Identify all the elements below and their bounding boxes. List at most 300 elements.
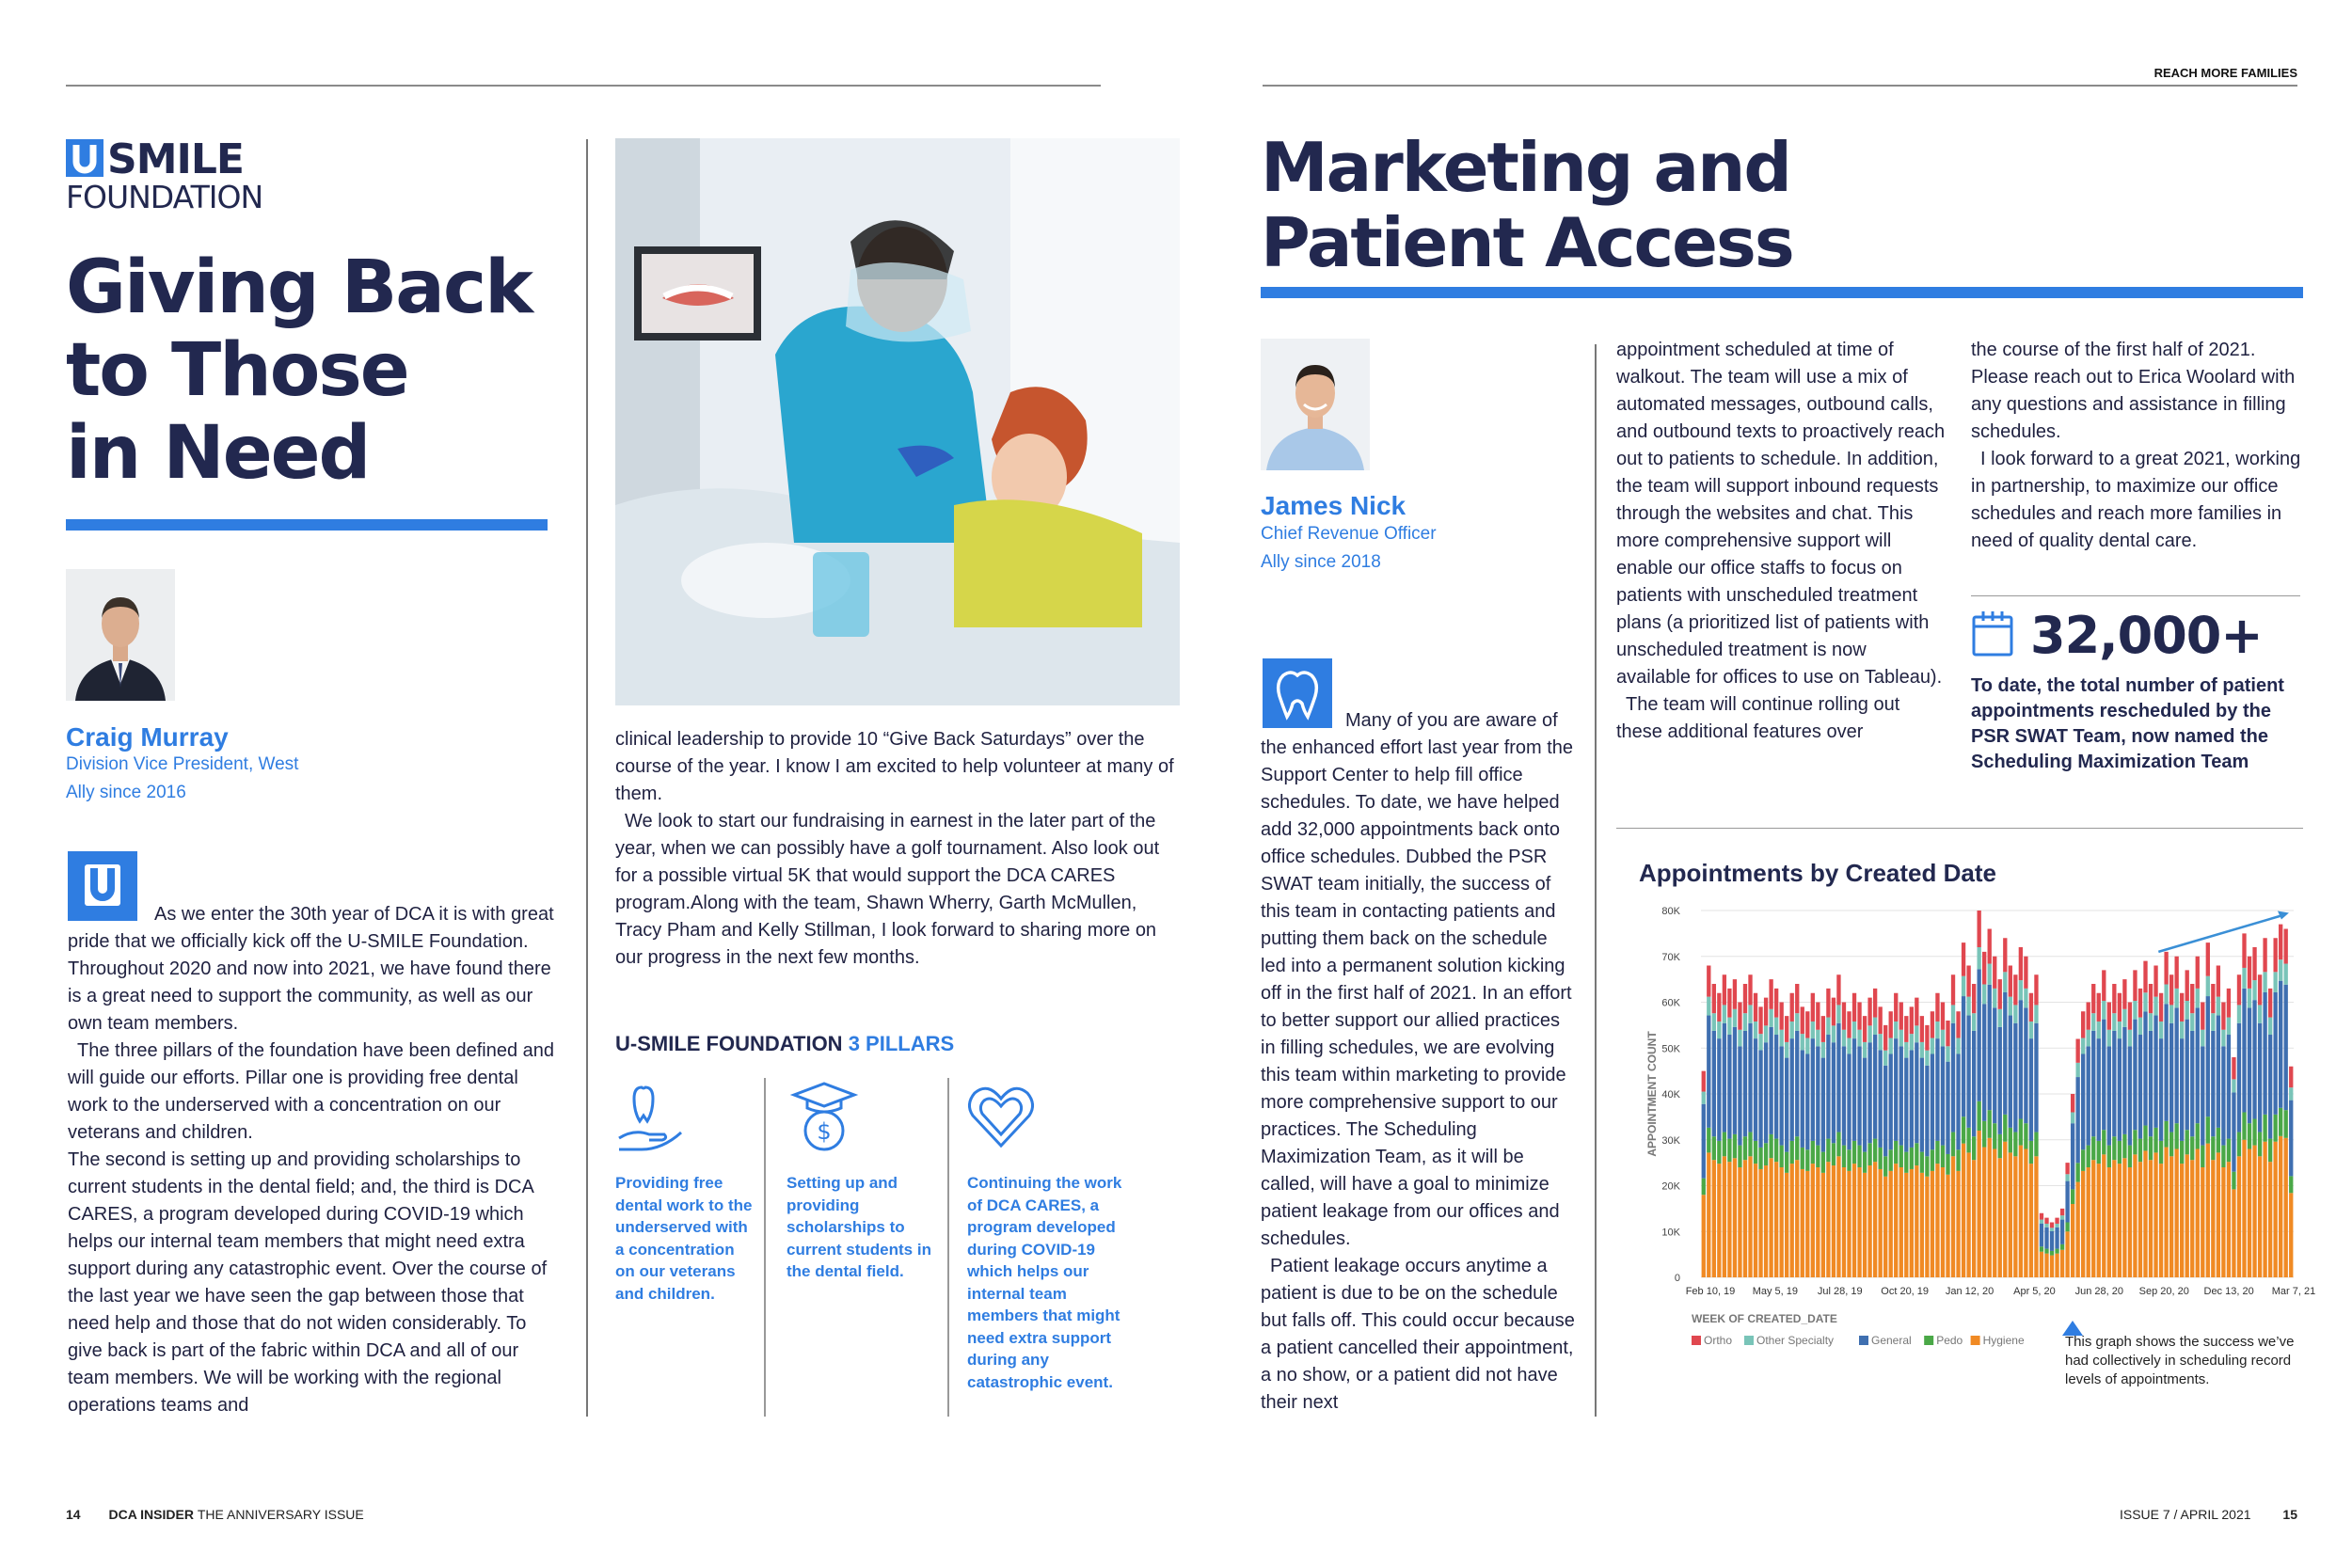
- bar-segment-hygiene: [1733, 1158, 1737, 1277]
- bar-segment-other-specialty: [1925, 1051, 1929, 1066]
- bar-segment-ortho: [1743, 984, 1747, 1013]
- bar-segment-pedo: [2169, 1132, 2173, 1157]
- right-col1: [1261, 707, 1576, 1417]
- heart-icon: [963, 1080, 1039, 1155]
- left-col2: [615, 726, 1180, 972]
- right-col3: [1971, 337, 2305, 555]
- left-footer: [66, 1507, 364, 1522]
- paragraph: The second is setting up and providing scholarships to current students in the dental field; and, the third is DCA CARES, a program developed during COVID-19 which helps our internal team members that might need extra support during any catastrophic event. Over the course of the last year we have seen the gap between those that need help and those that do not widen considerably. To give back is part of the fabric within DCA and all of our team members. We will be working with the regional operations teams and: [68, 1149, 548, 1416]
- bar-segment-other-specialty: [1707, 997, 1710, 1016]
- bar-segment-hygiene: [1915, 1165, 1918, 1277]
- bar-segment-ortho: [2211, 984, 2215, 1013]
- bar-segment-ortho: [2102, 970, 2106, 1001]
- bar-segment-general: [2003, 992, 2007, 1115]
- bar-segment-ortho: [2284, 929, 2288, 964]
- bar-segment-other-specialty: [2169, 1005, 2173, 1022]
- calendar-icon: [1971, 610, 2014, 658]
- bar-segment-general: [2097, 1038, 2101, 1141]
- graduation-coin-icon: [787, 1080, 862, 1155]
- bar-segment-other-specialty: [1920, 1042, 1924, 1058]
- bar-segment-general: [2091, 1031, 2095, 1136]
- bar-segment-other-specialty: [1988, 964, 1992, 985]
- bar-segment-other-specialty: [2201, 1030, 2204, 1047]
- x-tick-label: Dec 13, 20: [2203, 1286, 2254, 1297]
- bar-segment-ortho: [2087, 1003, 2090, 1030]
- bar-segment-hygiene: [1727, 1162, 1731, 1277]
- bar-segment-general: [2044, 1227, 2048, 1249]
- bar-segment-other-specialty: [1712, 1013, 1716, 1031]
- bar-segment-hygiene: [2050, 1256, 2054, 1277]
- bar-segment-pedo: [1998, 1134, 2002, 1158]
- bar-segment-other-specialty: [2013, 1005, 2017, 1022]
- legend-label: Ortho: [1704, 1334, 1733, 1347]
- bar-segment-hygiene: [1842, 1167, 1846, 1277]
- bar-segment-pedo: [1785, 1152, 1788, 1173]
- bar-segment-other-specialty: [1769, 1009, 1772, 1027]
- page-number: 14: [66, 1507, 81, 1522]
- bar-segment-ortho: [1915, 998, 1918, 1026]
- dentist-photo: [615, 138, 1180, 705]
- paragraph: We look to start our fundraising in earnest in the later part of the year, when we can possibly have a golf tournament. Also look out for a possible virtual 5K that would support the DCA CARES program.Along with the team, Shawn Wherry, Garth McMullen, Tracy Pham and Kelly Stillman, I look forward to sharing more on our progress in the next few months.: [615, 811, 1160, 968]
- bar-segment-pedo: [1774, 1139, 1778, 1163]
- bar-segment-general: [2118, 1038, 2122, 1141]
- bar-segment-pedo: [2133, 1130, 2137, 1154]
- bar-segment-pedo: [2060, 1244, 2064, 1250]
- bar-segment-pedo: [2232, 1172, 2235, 1190]
- bar-segment-hygiene: [2258, 1156, 2262, 1277]
- legend-label: Hygiene: [1982, 1334, 2025, 1347]
- bar-segment-pedo: [2174, 1123, 2178, 1148]
- bar-segment-hygiene: [2242, 1140, 2246, 1277]
- bar-segment-general: [2112, 1031, 2116, 1136]
- bar-segment-general: [2221, 1046, 2225, 1145]
- bar-segment-ortho: [2237, 974, 2241, 1005]
- bar-segment-hygiene: [2013, 1156, 2017, 1277]
- bar-segment-pedo: [2107, 1146, 2111, 1167]
- bar-segment-pedo: [1925, 1156, 1929, 1176]
- bar-segment-hygiene: [2024, 1149, 2027, 1278]
- bar-segment-other-specialty: [2044, 1224, 2048, 1227]
- bar-segment-ortho: [1867, 998, 1871, 1026]
- bar-segment-general: [1899, 1046, 1903, 1145]
- bar-segment-ortho: [1821, 1016, 1825, 1042]
- bar-segment-general: [1774, 1035, 1778, 1139]
- bar-segment-pedo: [2013, 1132, 2017, 1157]
- bar-segment-hygiene: [2112, 1160, 2116, 1277]
- bar-segment-pedo: [1769, 1134, 1772, 1158]
- x-tick-label: Mar 7, 21: [2271, 1286, 2316, 1297]
- bar-segment-general: [2169, 1023, 2173, 1132]
- bar-segment-other-specialty: [2055, 1224, 2058, 1227]
- legend-swatch: [1692, 1336, 1701, 1345]
- bar-segment-hygiene: [2237, 1156, 2241, 1277]
- bar-segment-pedo: [2138, 1139, 2142, 1163]
- bar-segment-other-specialty: [2133, 1001, 2137, 1020]
- bar-segment-ortho: [1946, 1021, 1949, 1046]
- bar-segment-general: [1764, 1042, 1768, 1143]
- bar-segment-pedo: [2201, 1146, 2204, 1167]
- bar-segment-other-specialty: [1790, 1022, 1794, 1038]
- bar-segment-general: [1904, 1058, 1908, 1152]
- bar-segment-hygiene: [1816, 1167, 1820, 1277]
- james-name: James Nick: [1261, 491, 1406, 520]
- stat-rule: [1971, 595, 2300, 596]
- bar-segment-hygiene: [1904, 1173, 1908, 1277]
- bar-segment-general: [1801, 1050, 1804, 1148]
- bar-segment-other-specialty: [2159, 1022, 2163, 1038]
- bar-segment-general: [2040, 1224, 2043, 1247]
- bar-segment-general: [1935, 1038, 1939, 1141]
- bar-segment-general: [1717, 1038, 1721, 1141]
- bar-segment-general: [1702, 1104, 1706, 1179]
- bar-segment-general: [1826, 1035, 1830, 1139]
- bar-segment-other-specialty: [2019, 980, 2023, 1000]
- bar-segment-pedo: [2029, 1141, 2033, 1164]
- bar-segment-pedo: [1894, 1141, 1898, 1164]
- bar-segment-ortho: [1863, 1016, 1867, 1042]
- bar-segment-other-specialty: [2087, 1030, 2090, 1047]
- bar-segment-ortho: [2003, 938, 2007, 972]
- appointments-chart: [1616, 901, 2316, 1347]
- bar-segment-other-specialty: [2149, 1013, 2153, 1031]
- bar-segment-general: [2211, 1031, 2215, 1136]
- bar-segment-ortho: [1748, 974, 1752, 1005]
- bar-segment-hygiene: [1717, 1164, 1721, 1277]
- bar-segment-ortho: [2242, 933, 2246, 968]
- bar-segment-general: [2153, 1016, 2157, 1128]
- bar-segment-general: [1988, 985, 1992, 1110]
- bar-segment-hygiene: [1805, 1171, 1809, 1277]
- bar-segment-ortho: [1977, 911, 1980, 947]
- bar-segment-hygiene: [1873, 1162, 1877, 1277]
- bar-segment-ortho: [2201, 1003, 2204, 1030]
- bar-segment-pedo: [2263, 1115, 2266, 1142]
- bar-segment-hygiene: [1878, 1169, 1882, 1277]
- bar-segment-ortho: [2169, 974, 2173, 1005]
- paragraph: I look forward to a great 2021, working in partnership, to maximize our office schedules and reach more families in need of quality dental care.: [1971, 449, 2301, 551]
- bar-segment-other-specialty: [2252, 980, 2256, 1000]
- bar-segment-ortho: [1878, 1006, 1882, 1034]
- bar-segment-general: [1867, 1042, 1871, 1143]
- bar-segment-general: [1852, 1038, 1856, 1141]
- bar-segment-pedo: [2091, 1136, 2095, 1160]
- bar-segment-other-specialty: [2164, 984, 2168, 1004]
- bar-segment-general: [2164, 1004, 2168, 1121]
- bar-segment-general: [2024, 1007, 2027, 1123]
- bar-segment-general: [1836, 1023, 1840, 1132]
- bar-segment-hygiene: [2273, 1142, 2277, 1277]
- bar-segment-general: [2149, 1031, 2153, 1136]
- bar-segment-other-specialty: [1998, 1009, 2002, 1027]
- bar-segment-ortho: [1857, 1003, 1861, 1030]
- bar-segment-general: [1966, 1016, 1970, 1128]
- craig-portrait: [66, 569, 175, 701]
- bar-segment-other-specialty: [2221, 1030, 2225, 1047]
- bar-segment-pedo: [1962, 1117, 1965, 1143]
- pillar-1-text: Providing free dental work to the underserved with a concentration on our veterans and children.: [615, 1174, 753, 1303]
- bar-segment-hygiene: [2164, 1148, 2168, 1277]
- bar-segment-other-specialty: [2060, 1215, 2064, 1219]
- bar-segment-pedo: [2050, 1251, 2054, 1256]
- bar-segment-hygiene: [2071, 1204, 2074, 1277]
- bar-segment-hygiene: [1998, 1158, 2002, 1277]
- bar-segment-general: [2227, 1035, 2231, 1139]
- bar-segment-other-specialty: [2279, 959, 2282, 981]
- bar-segment-hygiene: [1702, 1195, 1706, 1277]
- bar-segment-general: [1993, 1007, 1996, 1123]
- bar-segment-ortho: [2112, 984, 2116, 1013]
- bar-segment-general: [1712, 1031, 1716, 1136]
- bar-segment-general: [2289, 1101, 2293, 1177]
- bar-segment-ortho: [2071, 1094, 2074, 1113]
- bar-segment-hygiene: [1988, 1138, 1992, 1277]
- bar-segment-other-specialty: [1795, 1013, 1799, 1031]
- bar-segment-pedo: [2102, 1130, 2106, 1154]
- bar-segment-other-specialty: [2143, 992, 2147, 1011]
- bar-segment-other-specialty: [2227, 1018, 2231, 1035]
- legend-swatch: [1924, 1336, 1933, 1345]
- bar-segment-other-specialty: [1977, 947, 1980, 969]
- bar-segment-other-specialty: [2217, 997, 2220, 1016]
- bar-segment-hygiene: [1941, 1167, 1945, 1277]
- bar-segment-hygiene: [1723, 1156, 1726, 1277]
- bar-segment-other-specialty: [2258, 1005, 2262, 1022]
- bar-segment-general: [2009, 1016, 2012, 1128]
- bar-segment-pedo: [2003, 1115, 2007, 1142]
- issue-name: THE ANNIVERSARY ISSUE: [197, 1507, 364, 1522]
- bar-segment-hygiene: [2091, 1160, 2095, 1277]
- bar-segment-ortho: [1894, 993, 1898, 1022]
- bar-segment-other-specialty: [1702, 1092, 1706, 1104]
- bar-segment-general: [2273, 992, 2277, 1115]
- bar-segment-general: [1816, 1046, 1820, 1145]
- bar-segment-ortho: [1801, 1006, 1804, 1034]
- bar-segment-hygiene: [2252, 1146, 2256, 1277]
- bar-segment-ortho: [1738, 1003, 1741, 1030]
- bar-segment-pedo: [1931, 1149, 1934, 1171]
- craig-role: Division Vice President, West: [66, 754, 299, 774]
- bar-segment-pedo: [1988, 1110, 1992, 1138]
- bar-segment-other-specialty: [2284, 964, 2288, 985]
- legend-label: General: [1871, 1334, 1912, 1347]
- bar-segment-pedo: [1790, 1141, 1794, 1164]
- bar-segment-hygiene: [1769, 1158, 1772, 1277]
- bar-segment-hygiene: [1931, 1171, 1934, 1277]
- bar-segment-pedo: [2248, 1123, 2251, 1148]
- bar-segment-general: [2107, 1046, 2111, 1145]
- bar-segment-pedo: [1982, 1121, 1986, 1148]
- bar-segment-ortho: [1774, 989, 1778, 1018]
- bar-segment-general: [2185, 1020, 2189, 1131]
- left-title-line: to Those: [66, 328, 408, 413]
- craig-since: Ally since 2016: [66, 783, 186, 802]
- bar-segment-ortho: [2221, 1003, 2225, 1030]
- bar-segment-pedo: [1946, 1154, 1949, 1175]
- x-tick-label: Sep 20, 20: [2138, 1286, 2189, 1297]
- bar-segment-pedo: [2009, 1128, 2012, 1153]
- bar-segment-pedo: [2128, 1146, 2132, 1167]
- bar-segment-general: [2060, 1220, 2064, 1244]
- bar-segment-ortho: [2013, 974, 2017, 1005]
- bar-segment-ortho: [1925, 1025, 1929, 1051]
- bar-segment-general: [1707, 1016, 1710, 1128]
- bar-segment-general: [1758, 1050, 1762, 1148]
- pillars-heading-a: U-SMILE FOUNDATION: [615, 1032, 843, 1055]
- bar-segment-pedo: [1779, 1146, 1783, 1167]
- bar-segment-general: [1832, 1042, 1836, 1143]
- bar-segment-hygiene: [2060, 1250, 2064, 1277]
- bar-segment-ortho: [1769, 979, 1772, 1009]
- bar-segment-pedo: [1723, 1132, 1726, 1157]
- triangle-icon: [2062, 1321, 2074, 1332]
- bar-segment-other-specialty: [2248, 989, 2251, 1007]
- bar-segment-other-specialty: [1878, 1034, 1882, 1050]
- bar-segment-pedo: [2040, 1246, 2043, 1251]
- bar-segment-ortho: [1988, 929, 1992, 964]
- bar-segment-pedo: [1738, 1146, 1741, 1167]
- paragraph: The three pillars of the foundation have been defined and will guide our efforts. Pillar one is providing free dental work to the underserved with a concentration on our veterans and children.: [68, 1040, 555, 1143]
- bar-segment-hygiene: [1801, 1169, 1804, 1277]
- bar-segment-pedo: [1915, 1143, 1918, 1165]
- bar-segment-hygiene: [2044, 1254, 2048, 1277]
- bar-segment-ortho: [2180, 993, 2184, 1022]
- bar-segment-pedo: [1852, 1141, 1856, 1164]
- bar-segment-other-specialty: [2237, 1005, 2241, 1022]
- bar-segment-hygiene: [2133, 1154, 2137, 1277]
- left-col1: [68, 901, 557, 1419]
- bar-segment-pedo: [2055, 1249, 2058, 1254]
- y-axis-label: APPOINTMENT COUNT: [1645, 1031, 1659, 1157]
- bar-segment-general: [2217, 1016, 2220, 1128]
- bar-segment-general: [2242, 989, 2246, 1113]
- bar-segment-ortho: [2252, 947, 2256, 980]
- bar-segment-other-specialty: [2268, 1018, 2272, 1035]
- bar-segment-pedo: [2217, 1128, 2220, 1153]
- bar-segment-hygiene: [1935, 1164, 1939, 1277]
- bar-segment-other-specialty: [2075, 1063, 2079, 1077]
- bar-segment-pedo: [2273, 1115, 2277, 1142]
- bar-segment-ortho: [1941, 1003, 1945, 1030]
- bar-segment-hygiene: [2065, 1231, 2069, 1277]
- bar-segment-pedo: [2024, 1123, 2027, 1148]
- bar-segment-other-specialty: [2211, 1013, 2215, 1031]
- bar-segment-other-specialty: [1842, 1030, 1846, 1047]
- chart-note: This graph shows the success we’ve had collectively in scheduling record levels of appointments.: [2065, 1334, 2295, 1387]
- bar-segment-general: [1894, 1038, 1898, 1141]
- bar-segment-ortho: [1998, 979, 2002, 1009]
- bar-segment-other-specialty: [2050, 1227, 2054, 1231]
- bar-segment-general: [1889, 1053, 1893, 1149]
- bar-segment-general: [2237, 1023, 2241, 1132]
- bar-segment-other-specialty: [2122, 1009, 2126, 1027]
- bar-segment-hygiene: [2107, 1167, 2111, 1277]
- bar-segment-pedo: [1805, 1149, 1809, 1171]
- bar-segment-other-specialty: [1941, 1030, 1945, 1047]
- bar-segment-general: [1951, 1023, 1955, 1132]
- bar-segment-hygiene: [2217, 1152, 2220, 1277]
- bar-segment-pedo: [2237, 1132, 2241, 1157]
- bar-segment-other-specialty: [1889, 1038, 1893, 1054]
- bar-segment-other-specialty: [1962, 976, 1965, 996]
- bar-segment-hygiene: [1867, 1165, 1871, 1277]
- bar-segment-ortho: [2009, 966, 2012, 997]
- bar-segment-hygiene: [2102, 1154, 2106, 1277]
- bar-segment-ortho: [1956, 1011, 1960, 1037]
- bar-segment-other-specialty: [1956, 1038, 1960, 1054]
- bar-segment-pedo: [2180, 1141, 2184, 1164]
- bar-segment-pedo: [1712, 1136, 1716, 1160]
- bar-segment-general: [2122, 1027, 2126, 1134]
- x-tick-label: May 5, 19: [1752, 1286, 1799, 1297]
- bar-segment-hygiene: [2029, 1164, 2033, 1277]
- bar-segment-hygiene: [2227, 1162, 2231, 1277]
- bar-segment-pedo: [1743, 1136, 1747, 1160]
- bar-segment-ortho: [1852, 993, 1856, 1022]
- legend-swatch: [1744, 1336, 1754, 1345]
- bar-segment-hygiene: [1712, 1160, 1716, 1277]
- bar-segment-pedo: [1920, 1152, 1924, 1173]
- bar-segment-general: [2252, 1000, 2256, 1118]
- bar-segment-other-specialty: [2097, 1022, 2101, 1038]
- bar-segment-pedo: [1795, 1136, 1799, 1160]
- paragraph: the course of the first half of 2021. Please reach out to Erica Woolard with any questions and assistance in filling schedules.: [1971, 340, 2296, 442]
- bar-segment-ortho: [2128, 1003, 2132, 1030]
- bar-segment-general: [1754, 1038, 1757, 1141]
- bar-segment-general: [1982, 1004, 1986, 1121]
- bar-segment-ortho: [2190, 984, 2194, 1013]
- bar-segment-general: [1727, 1035, 1731, 1139]
- bar-segment-ortho: [1727, 989, 1731, 1018]
- bar-segment-pedo: [1733, 1134, 1737, 1158]
- bar-segment-pedo: [1867, 1143, 1871, 1165]
- bar-segment-hygiene: [1738, 1167, 1741, 1277]
- y-tick-label: 80K: [1661, 906, 1680, 917]
- bar-segment-ortho: [1904, 1016, 1908, 1042]
- bar-segment-other-specialty: [1785, 1042, 1788, 1058]
- bar-segment-pedo: [1748, 1132, 1752, 1157]
- bar-segment-hygiene: [1748, 1156, 1752, 1277]
- bar-segment-pedo: [1878, 1148, 1882, 1169]
- bar-segment-ortho: [1836, 974, 1840, 1005]
- bar-segment-pedo: [2227, 1139, 2231, 1163]
- bar-segment-hygiene: [1779, 1167, 1783, 1277]
- bar-segment-hygiene: [2055, 1254, 2058, 1277]
- bar-segment-hygiene: [1863, 1173, 1867, 1277]
- bar-segment-other-specialty: [1915, 1025, 1918, 1042]
- paragraph: As we enter the 30th year of DCA it is with great pride that we officially kick off the U-SMILE Foundation. Throughout 2020 and now into 2021, we have found there is a great need to support the community, as well as our own team members.: [68, 904, 554, 1034]
- bar-segment-pedo: [1826, 1139, 1830, 1163]
- legend-swatch: [1859, 1336, 1868, 1345]
- bar-segment-ortho: [2050, 1223, 2054, 1228]
- bar-segment-ortho: [2075, 1039, 2079, 1063]
- bar-segment-pedo: [2081, 1149, 2085, 1171]
- y-tick-label: 40K: [1661, 1089, 1680, 1101]
- bar-segment-general: [2102, 1020, 2106, 1131]
- bar-segment-ortho: [1951, 974, 1955, 1005]
- bar-segment-other-specialty: [1931, 1038, 1934, 1054]
- bar-segment-other-specialty: [1951, 1005, 1955, 1022]
- paragraph: appointment scheduled at time of walkout. The team will use a mix of automated messages, outbound calls, and outbound texts to proactively reach out to patients to schedule. In addition, the team will support inbound requests through the websites and chat. This more comprehensive support will enable our office staffs to focus on patients with unscheduled treatment plans (a prioritized list of patients with unscheduled treatment is now available for offices to use on Tableau).: [1616, 340, 1946, 688]
- bar-segment-pedo: [2268, 1139, 2272, 1163]
- bar-segment-general: [1883, 1066, 1887, 1157]
- bar-segment-hygiene: [2153, 1152, 2157, 1277]
- bar-segment-general: [1956, 1053, 1960, 1149]
- bar-segment-other-specialty: [1852, 1022, 1856, 1038]
- usmile-logo: [66, 135, 292, 215]
- bar-segment-pedo: [1847, 1149, 1851, 1171]
- left-title-line: in Need: [66, 411, 370, 496]
- bar-segment-hygiene: [2034, 1156, 2038, 1277]
